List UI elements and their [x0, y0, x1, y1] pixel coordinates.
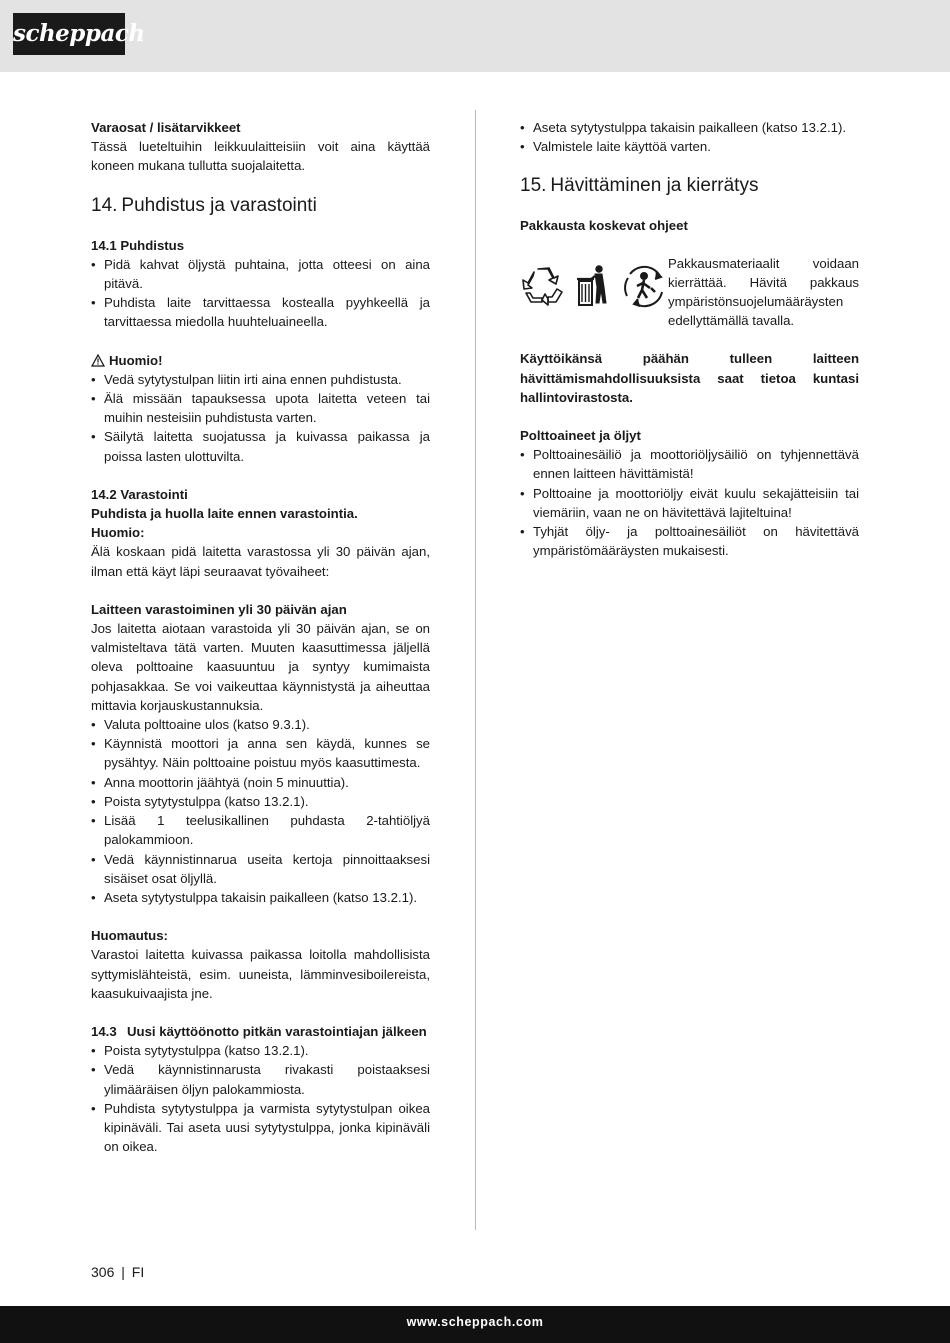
recycle-icon [520, 263, 566, 309]
storage-note-title: Huomio: [91, 525, 145, 541]
list-item: • Poista sytytystulppa (katso 13.2.1). [91, 792, 430, 811]
packaging-block [520, 254, 859, 331]
list-item: • Poista sytytystulppa (katso 13.2.1). [91, 1041, 430, 1060]
section-14-3-number: 14.3 [91, 1023, 117, 1039]
column-divider [475, 110, 476, 1230]
list-item: • Puhdista laite tarvittaessa kostealla pyyhkeellä ja tarvittaessa miedolla huuhteluaineella. [91, 293, 430, 331]
list-item: • Aseta sytytystulppa takaisin paikalleen (katso 13.2.1). [520, 118, 859, 137]
waste-bin-icon [575, 263, 611, 309]
list-item: • Puhdista sytytystulppa ja varmista sytytystulpan oikea kipinäväli. Tai aseta uusi sytytystulppa, jonka kipinäväli on oikea. [91, 1099, 430, 1157]
list-item: • Vedä sytytystulpan liitin irti aina ennen puhdistusta. [91, 370, 430, 389]
website-url: www.scheppach.com [406, 1315, 544, 1329]
spare-parts-text: Tässä lueteltuihin leikkuulaitteisiin voit aina käyttää koneen mukana tullutta suojalaitetta. [91, 139, 430, 174]
remark-text: Varastoi laitetta kuivassa paikassa loitolla mahdollisista syttymislähteistä, esim. uuneista, lämminvesiboilereista, kaasukuivaajista jne. [91, 947, 430, 1001]
section-14-3-heading [91, 1022, 430, 1041]
section-15-number: 15. [520, 175, 547, 197]
right-column [520, 118, 859, 560]
end-of-life-text: Käyttöikänsä päähän tulleen laitteen hävittämismahdollisuuksista saat tietoa kuntasi hallintovirastosta. [520, 351, 859, 405]
list-item: • Valmistele laite käyttöä varten. [520, 137, 859, 156]
disposal-icons [520, 258, 668, 314]
fuel-oil-heading: Polttoaineet ja öljyt [520, 428, 641, 444]
warning-title: Huomio! [109, 352, 163, 368]
section-14-title: Puhdistus ja varastointi [121, 194, 317, 216]
list-item: • Polttoaine ja moottoriöljy eivät kuulu sekajätteisiin tai viemäriin, vaan ne on hävitettävä lajiteltuina! [520, 484, 859, 522]
warning-list [91, 370, 430, 466]
list-item: • Säilytä laitetta suojatussa ja kuivassa paikassa ja poissa lasten ulottuvilta. [91, 427, 430, 465]
section-15-title: Hävittäminen ja kierrätys [550, 175, 759, 197]
page-number: 306 | FI [91, 1264, 145, 1280]
restart-list [91, 1041, 430, 1156]
list-item: • Aseta sytytystulppa takaisin paikalleen (katso 13.2.1). [91, 888, 430, 907]
section-14-number: 14. [91, 194, 118, 216]
section-14-2-heading: 14.2 Varastointi [91, 486, 188, 502]
section-14-heading [91, 194, 430, 218]
long-storage-text: Jos laitetta aiotaan varastoida yli 30 päivän ajan, se on valmisteltava tätä varten. Muuten kaasuttimessa jäljellä oleva polttoaine kaasuuntuu ja syntyy kumimaista pohjasakkaa. Se voi vaikeuttaa käynnistystä ja aiheuttaa mittavia korjauskustannuksia. [91, 621, 430, 713]
list-item: • Valuta polttoaine ulos (katso 9.3.1). [91, 715, 430, 734]
list-item: • Vedä käynnistinnarua useita kertoja pinnoittaaksesi sisäiset osat öljyllä. [91, 850, 430, 888]
spare-parts-heading: Varaosat / lisätarvikkeet [91, 120, 241, 135]
list-item: • Käynnistä moottori ja anna sen käydä, kunnes se pysähtyy. Näin polttoaine poistuu myös kaasuttimesta. [91, 734, 430, 772]
packaging-heading: Pakkausta koskevat ohjeet [520, 218, 688, 234]
remark-heading: Huomautus: [91, 928, 168, 944]
page-number-value: 306 [91, 1264, 115, 1280]
list-item: • Pidä kahvat öljystä puhtaina, jotta otteesi on aina pitävä. [91, 255, 430, 293]
header-bar [0, 0, 950, 72]
tidyman-recycling-icon [620, 262, 668, 310]
storage-subheading: Puhdista ja huolla laite ennen varastointia. [91, 506, 358, 522]
warning-heading [91, 351, 430, 370]
continued-list [520, 118, 859, 156]
footer-bar [0, 1306, 950, 1343]
packaging-text: Pakkausmateriaalit voidaan kierrättää. Hävitä pakkaus ympäristönsuojelumääräysten edellyttämällä tavalla. [668, 255, 859, 329]
storage-note-text: Älä koskaan pidä laitetta varastossa yli 30 päivän ajan, ilman että käyt läpi seuraavat työvaiheet: [91, 544, 430, 579]
brand-logo: scheppach [13, 13, 125, 55]
list-item: • Tyhjät öljy- ja polttoainesäiliöt on hävitettävä ympäristömääräysten mukaisesti. [520, 522, 859, 560]
section-14-1-heading: 14.1 Puhdistus [91, 237, 185, 253]
list-item: • Vedä käynnistinnarusta rivakasti poistaaksesi ylimääräisen öljyn palokammiosta. [91, 1060, 430, 1098]
list-item: • Polttoainesäiliö ja moottoriöljysäiliö on tyhjennettävä ennen laitteen hävittämistä! [520, 445, 859, 483]
section-14-3-title: Uusi käyttöönotto pitkän varastointiajan jälkeen [127, 1023, 427, 1039]
list-item: • Anna moottorin jäähtyä (noin 5 minuuttia). [91, 773, 430, 792]
left-column [91, 118, 430, 1156]
long-storage-heading: Laitteen varastoiminen yli 30 päivän ajan [91, 601, 347, 617]
long-storage-list [91, 715, 430, 907]
list-item: • Lisää 1 teelusikallinen puhdasta 2-tahtiöljyä palokammioon. [91, 811, 430, 849]
section-15-heading [520, 174, 859, 198]
language-code: FI [131, 1264, 145, 1280]
list-item: • Älä missään tapauksessa upota laitetta veteen tai muihin nesteisiin puhdistusta varten. [91, 389, 430, 427]
warning-triangle-icon [91, 354, 105, 367]
cleaning-list [91, 255, 430, 332]
fuel-oil-list [520, 445, 859, 560]
